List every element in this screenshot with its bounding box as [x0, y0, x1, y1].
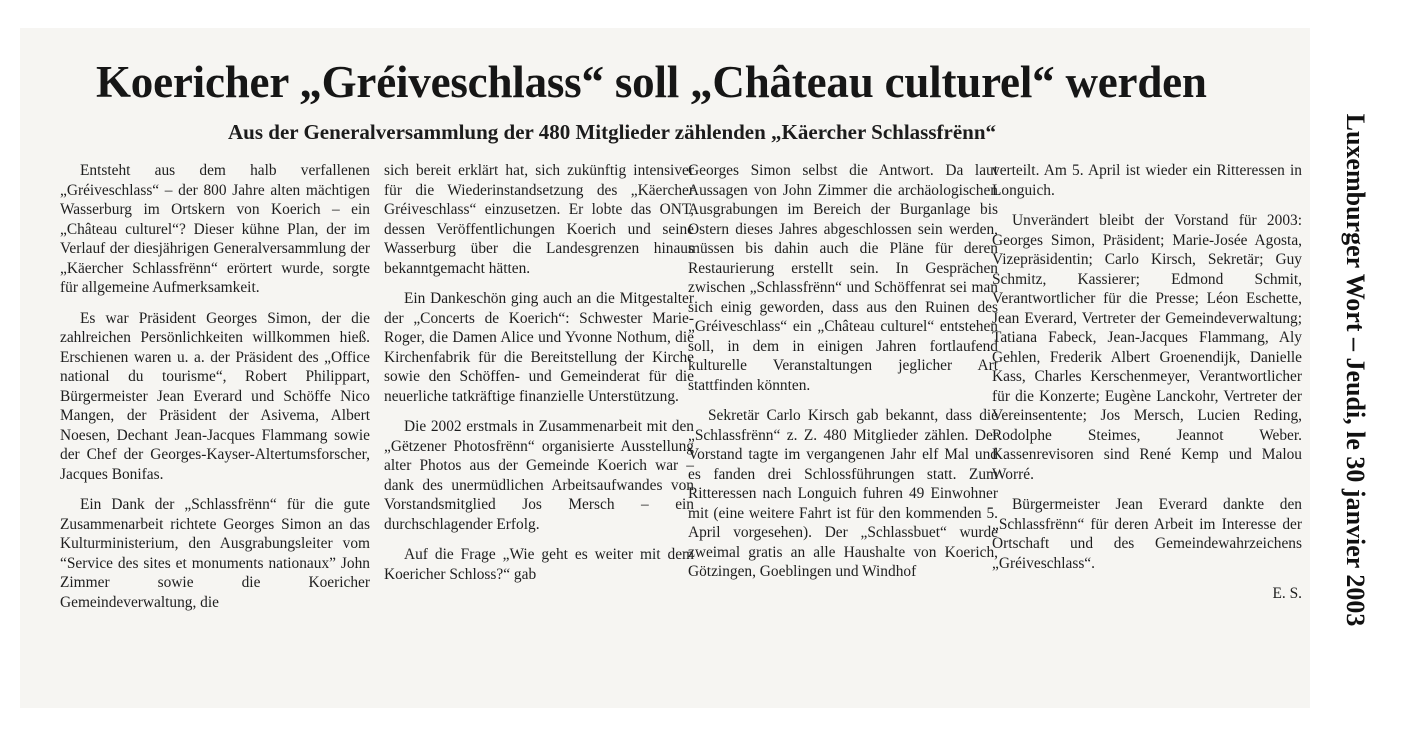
article-column-3 [688, 161, 998, 593]
paragraph: Sekretär Carlo Kirsch gab bekannt, dass die „Schlassfrënn“ z. Z. 480 Mitglieder zählen. Der Vorstand tagte im vergangenen Jahr elf Mal und es fanden drei Schlossführungen statt. Zum Ritteressen nach Longuich fuhren 49 Einwohner mit (eine weitere Fahrt ist für den kommenden 5. April vorgesehen). Der „Schlassbuet“ wurde zweimal gratis an alle Haushalte von Koerich, Götzingen, Goeblingen und Windhof [688, 407, 998, 580]
article-column-2 [384, 161, 694, 595]
article-column-4 [992, 161, 1302, 615]
article-column-1 [60, 161, 370, 623]
paragraph: Es war Präsident Georges Simon, der die zahlreichen Persönlichkeiten willkommen hieß. Erschienen waren u. a. der Präsident des „Office national du tourisme“, Robert Philippart, Bürgermeister Jean Everard und Schöffe Nico Mangen, der Präsident der Asivema, Albert Noesen, Dechant Jean-Jacques Flammang sowie der Chef der Georges-Kayser-Altertumsforscher, Jacques Bonifas. [60, 309, 370, 483]
paragraph: Die 2002 erstmals in Zusammenarbeit mit den „Gëtzener Photosfrënn“ organisierte Ausstellung alter Photos aus der Gemeinde Koerich war – dank des unermüdlichen Arbeitsaufwandes von Vorstandsmitglied Jos Mersch – ein durchschlagender Erfolg. [384, 418, 694, 533]
newspaper-clipping [20, 28, 1310, 708]
paragraph: sich bereit erklärt hat, sich zukünftig intensiver für die Wiederinstandsetzung des „Käercher Gréiveschlass“ einzusetzen. Er lobte das ONT, dessen Veröffentlichungen Koerich und seine Wasserburg über die Landesgrenzen hinaus bekanntgemacht hätten. [384, 162, 694, 277]
author-signature: E. S. [1272, 585, 1302, 602]
source-caption [1325, 20, 1385, 720]
article-headline: Koericher „Gréiveschlass“ soll „Château culturel“ werden [96, 57, 1207, 107]
paragraph: Georges Simon selbst die Antwort. Da laut Aussagen von John Zimmer die archäologischen Ausgrabungen im Bereich der Burganlage bis Ostern dieses Jahres abgeschlossen sein werden, müssen bis dahin auch die Pläne für deren Restaurierung erstellt sein. In Gesprächen zwischen „Schlassfrënn“ und Schöffenrat sei man sich einig geworden, dass aus den Ruinen des „Gréiveschlass“ ein „Château culturel“ entstehen soll, in dem in einigen Jahren fortlaufend kulturelle Veranstaltungen jeglicher Art stattfinden könnten. [688, 162, 998, 394]
article-subheadline: Aus der Generalversammlung der 480 Mitglieder zählenden „Käercher Schlassfrënn“ [228, 120, 997, 144]
paragraph: Ein Dank der „Schlassfrënn“ für die gute Zusammenarbeit richtete Georges Simon an das Kulturministerium, den Ausgrabungsleiter vom “Service des sites et monuments nationaux” John Zimmer sowie die Koericher Gemeindeverwaltung, die [60, 496, 370, 611]
source-caption-text: Luxemburger Wort – Jeudi, le 30 janvier 2003 [1341, 113, 1370, 627]
paragraph: Auf die Frage „Wie geht es weiter mit dem Koericher Schloss?“ gab [384, 546, 694, 583]
paragraph: Ein Dankeschön ging auch an die Mitgestalter der „Concerts de Koerich“: Schwester Marie-Roger, die Damen Alice und Yvonne Nothum, die Kirchenfabrik für die Bereitstellung der Kirche sowie den Schöffen- und Gemeinderat für die neuerliche tatkräftige finanzielle Unterstützung. [384, 290, 694, 405]
paragraph: verteilt. Am 5. April ist wieder ein Ritteressen in Longuich. [992, 162, 1302, 199]
paragraph: Unverändert bleibt der Vorstand für 2003: Georges Simon, Präsident; Marie-Josée Agosta, Vizepräsidentin; Carlo Kirsch, Sekretär; Guy Schmitz, Kassierer; Edmond Schmit, Verantwortlicher für die Presse; Léon Eschette, Jean Everard, Vertreter der Gemeindeverwaltung; Tatiana Fabeck, Jean-Jacques Flammang, Aly Gehlen, Frederik Albert Groenendijk, Danielle Kass, Charles Kerschenmeyer, Verantwortlicher für die Konzerte; Eugène Lanckohr, Vertreter der Vereinsentente; Jos Mersch, Lucien Reding, Rodolphe Steimes, Jeannot Weber. Kassenrevisoren sind René Kemp und Malou Worré. [992, 212, 1302, 483]
paragraph: Bürgermeister Jean Everard dankte den „Schlassfrënn“ für deren Arbeit im Interesse der Ortschaft und des Gemeindewahrzeichens „Gréiveschlass“. [992, 496, 1302, 572]
paragraph: Entsteht aus dem halb verfallenen „Gréiveschlass“ – der 800 Jahre alten mächtigen Wasserburg im Ortskern von Koerich – ein „Château culturel“? Dieser kühne Plan, der im Verlauf der diesjährigen Generalversammlung der „Käercher Schlassfrënn“ erörtert wurde, sorgte für allgemeine Aufmerksamkeit. [60, 162, 370, 296]
